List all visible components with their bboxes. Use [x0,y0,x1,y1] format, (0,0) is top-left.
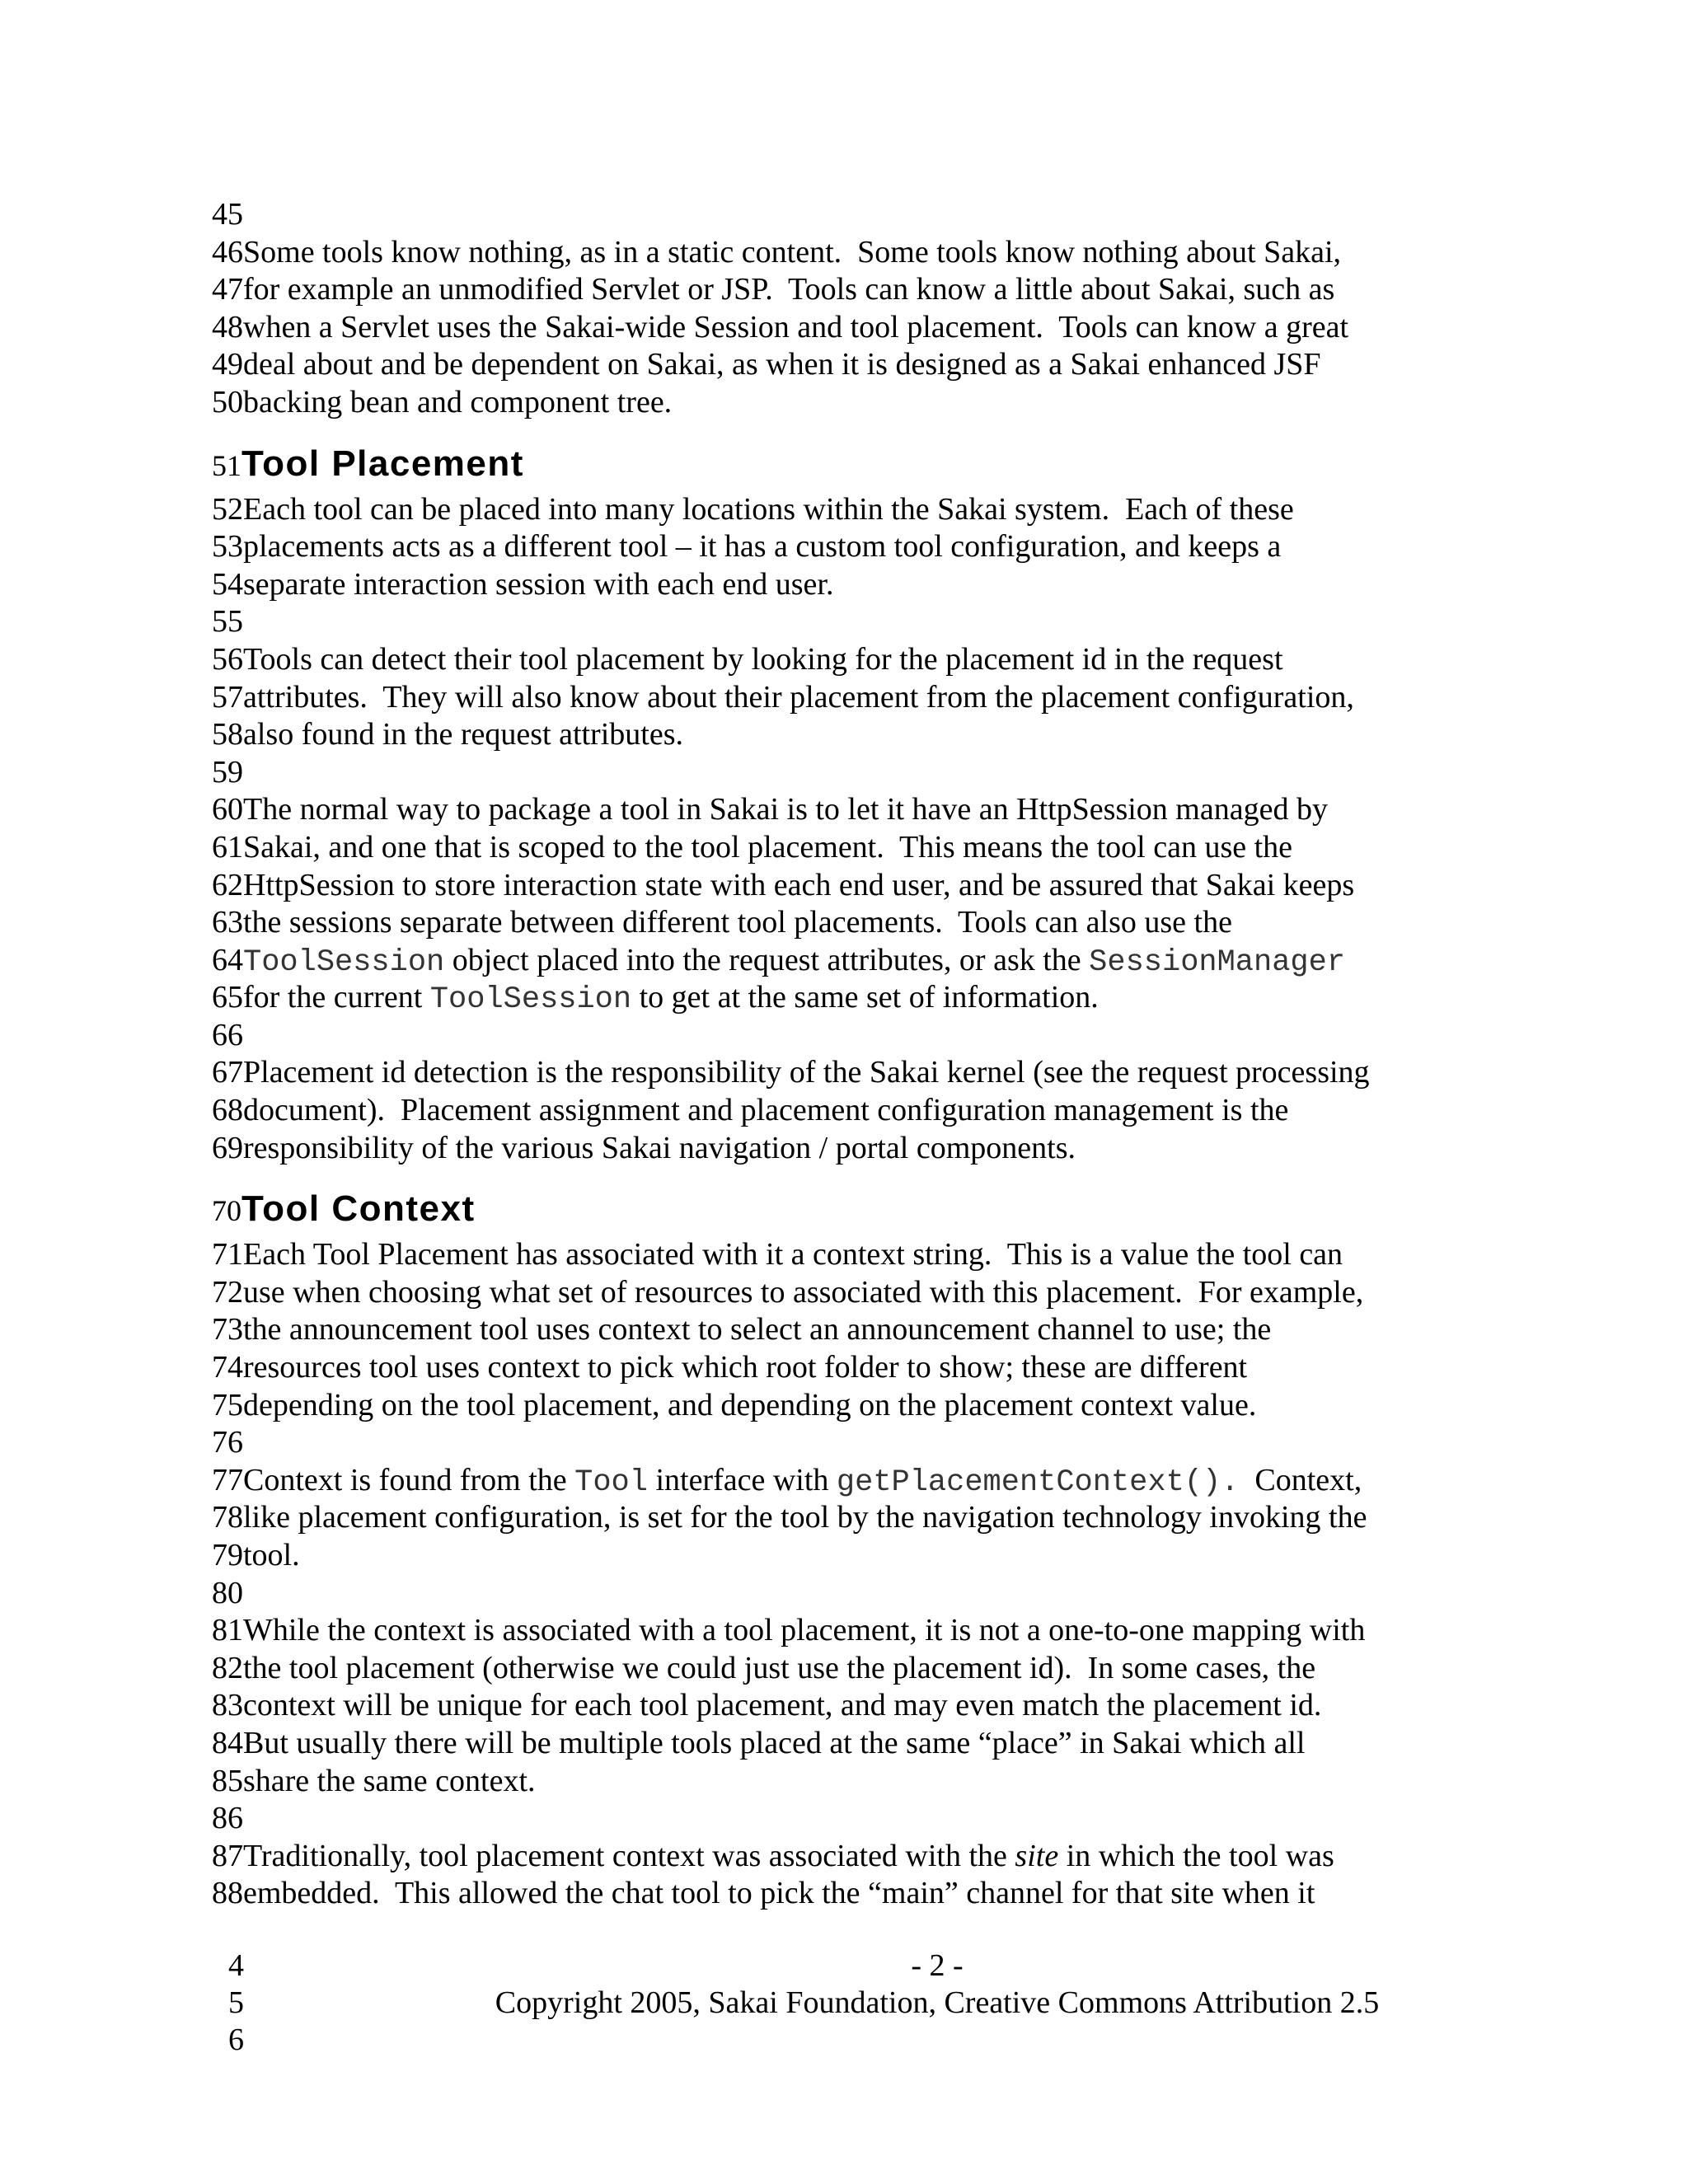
line-text: separate interaction session with each end user. [243,566,834,602]
line-number: 82 [212,1650,243,1685]
text-line [212,979,1465,1017]
text-line [212,829,1465,867]
text-line [212,384,1465,422]
line-number: 54 [212,566,243,602]
line-number: 48 [212,309,243,344]
line-text: embedded. This allowed the chat tool to pick the “main” channel for that site when it [243,1876,1315,1911]
footer-line-number: 4 [228,1948,244,1983]
line-number: 62 [212,867,243,902]
page-footer [212,1947,1465,2059]
footer-line [212,1947,1465,1985]
line-text: deal about and be dependent on Sakai, as when it is designed as a Sakai enhanced JSF [243,347,1321,382]
line-text: use when choosing what set of resources to associated with this placement. For example, [243,1274,1364,1310]
line-text: responsibility of the various Sakai navigation / portal components. [243,1130,1076,1165]
text-line [212,1650,1465,1688]
line-text: Sakai, and one that is scoped to the tool placement. This means the tool can use the [243,829,1293,865]
code-identifier: Tool [574,1465,648,1500]
line-text: interface with [647,1462,837,1497]
line-text: placements acts as a different tool – it has a custom tool configuration, and keeps a [243,529,1282,565]
line-text: Placement id detection is the responsibility of the Sakai kernel (see the request processing [243,1055,1370,1090]
text-line [212,1130,1465,1168]
line-number: 80 [212,1575,243,1610]
line-number: 69 [212,1130,243,1165]
line-text: attributes. They will also know about their placement from the placement configuration, [243,679,1354,715]
line-number: 56 [212,641,243,677]
text-line [212,942,1465,980]
text-line [212,1017,1465,1055]
text-line [212,1838,1465,1876]
line-text: for example an unmodified Servlet or JSP. Tools can know a little about Sakai, such as [243,272,1335,307]
line-text: also found in the request attributes. [243,717,683,752]
text-line [212,1800,1465,1838]
line-text: share the same context. [243,1763,536,1798]
text-line [212,641,1465,679]
line-text: Some tools know nothing, as in a static content. Some tools know nothing about Sakai, [243,234,1342,269]
line-number: 71 [212,1237,243,1272]
line-number: 45 [212,197,243,232]
line-text: depending on the tool placement, and depending on the placement context value. [243,1387,1257,1422]
text-line [212,1311,1465,1349]
text-line [212,679,1465,717]
line-text: Each tool can be placed into many locations within the Sakai system. Each of these [243,491,1294,527]
text-line [212,1462,1465,1500]
line-text: in which the tool was [1058,1838,1334,1873]
line-text: HttpSession to store interaction state with each end user, and be assured that Sakai keeps [243,867,1355,902]
line-number: 79 [212,1538,243,1572]
section-heading-line [212,442,1465,486]
text-line [212,1274,1465,1312]
code-identifier: ToolSession [429,982,632,1018]
line-number: 59 [212,754,243,790]
page-number: - 2 - [911,1948,964,1983]
text-line [212,1725,1465,1763]
line-number: 77 [212,1462,243,1497]
line-number: 65 [212,980,243,1015]
line-text: Each Tool Placement has associated with it a context string. This is a value the tool can [243,1237,1343,1272]
section-heading: Tool Context [241,1188,476,1230]
document-body [212,196,1465,1913]
section-heading: Tool Placement [241,443,524,484]
line-number: 63 [212,905,243,940]
text-line [212,1054,1465,1092]
line-text: the announcement tool uses context to select an announcement channel to use; the [243,1312,1272,1347]
text-line [212,566,1465,604]
line-number: 53 [212,529,243,565]
footer-line-number: 5 [228,1985,244,2020]
line-number: 49 [212,347,243,382]
line-text: object placed into the request attributes, or ask the [444,942,1090,977]
line-number: 61 [212,829,243,865]
line-number: 78 [212,1500,243,1535]
text-line [212,754,1465,792]
line-number: 52 [212,491,243,527]
line-number: 57 [212,679,243,715]
footer-line-number: 6 [228,2022,244,2057]
text-line [212,1575,1465,1613]
line-number: 85 [212,1763,243,1798]
code-identifier: ToolSession [243,944,445,980]
line-number: 88 [212,1876,243,1911]
line-text: for the current [243,980,430,1015]
text-line [212,1875,1465,1913]
code-identifier: SessionManager [1089,944,1346,980]
text-line [212,1537,1465,1575]
line-text: like placement configuration, is set for the tool by the navigation technology invoking the [243,1500,1367,1535]
text-line [212,904,1465,942]
line-number: 46 [212,234,243,269]
line-text: tool. [243,1538,300,1572]
text-line [212,346,1465,384]
line-text: But usually there will be multiple tools placed at the same “place” in Sakai which all [243,1725,1306,1760]
line-text: when a Servlet uses the Sakai-wide Session and tool placement. Tools can know a great [243,309,1349,344]
line-text: context will be unique for each tool placement, and may even match the placement id. [243,1688,1322,1723]
text-line [212,1763,1465,1801]
line-number: 67 [212,1055,243,1090]
line-text: document). Placement assignment and placement configuration management is the [243,1093,1289,1128]
text-line [212,1387,1465,1425]
text-line [212,791,1465,829]
text-line [212,234,1465,272]
line-number: 73 [212,1312,243,1347]
line-number: 75 [212,1387,243,1422]
line-text: Tools can detect their tool placement by looking for the placement id in the request [243,641,1283,677]
text-line [212,867,1465,905]
text-line [212,1687,1465,1725]
line-number: 83 [212,1688,243,1723]
line-number: 51 [212,448,241,482]
text-line [212,271,1465,309]
line-text: the tool placement (otherwise we could just use the placement id). In some cases, the [243,1650,1316,1685]
line-text: backing bean and component tree. [243,384,673,419]
line-number: 50 [212,384,243,419]
line-number: 81 [212,1613,243,1648]
line-number: 70 [212,1194,241,1228]
line-number: 66 [212,1017,243,1052]
line-text: Traditionally, tool placement context was associated with the [243,1838,1015,1873]
line-text: The normal way to package a tool in Sakai is to let it have an HttpSession managed by [243,792,1328,827]
text-line [212,528,1465,566]
text-line [212,1424,1465,1462]
text-line [212,1499,1465,1537]
text-line [212,309,1465,347]
line-text: Context is found from the [243,1462,575,1497]
emphasized-text: site [1015,1838,1059,1873]
text-line [212,1236,1465,1274]
line-number: 58 [212,717,243,752]
text-line [212,716,1465,754]
line-number: 72 [212,1274,243,1310]
footer-line [212,2022,1465,2059]
code-identifier: getPlacementContext(). [836,1465,1240,1500]
text-line [212,1612,1465,1650]
line-text: resources tool uses context to pick which root folder to show; these are different [243,1350,1248,1385]
line-number: 74 [212,1350,243,1385]
line-number: 76 [212,1425,243,1460]
line-number: 84 [212,1725,243,1760]
line-number: 87 [212,1838,243,1873]
section-heading-line [212,1187,1465,1231]
text-line [212,603,1465,641]
text-line [212,491,1465,529]
copyright-notice: Copyright 2005, Sakai Foundation, Creative Commons Attribution 2.5 [495,1985,1380,2020]
line-text: Context, [1239,1462,1362,1497]
text-line [212,1092,1465,1130]
text-line [212,1349,1465,1387]
line-number: 47 [212,272,243,307]
line-number: 55 [212,604,243,640]
line-text: to get at the same set of information. [631,980,1099,1015]
line-number: 64 [212,942,243,977]
text-line [212,196,1465,234]
line-text: the sessions separate between different tool placements. Tools can also use the [243,905,1232,940]
line-number: 68 [212,1093,243,1128]
line-number: 60 [212,792,243,827]
line-number: 86 [212,1801,243,1836]
footer-line [212,1985,1465,2022]
line-text: While the context is associated with a tool placement, it is not a one-to-one mapping with [243,1613,1366,1648]
